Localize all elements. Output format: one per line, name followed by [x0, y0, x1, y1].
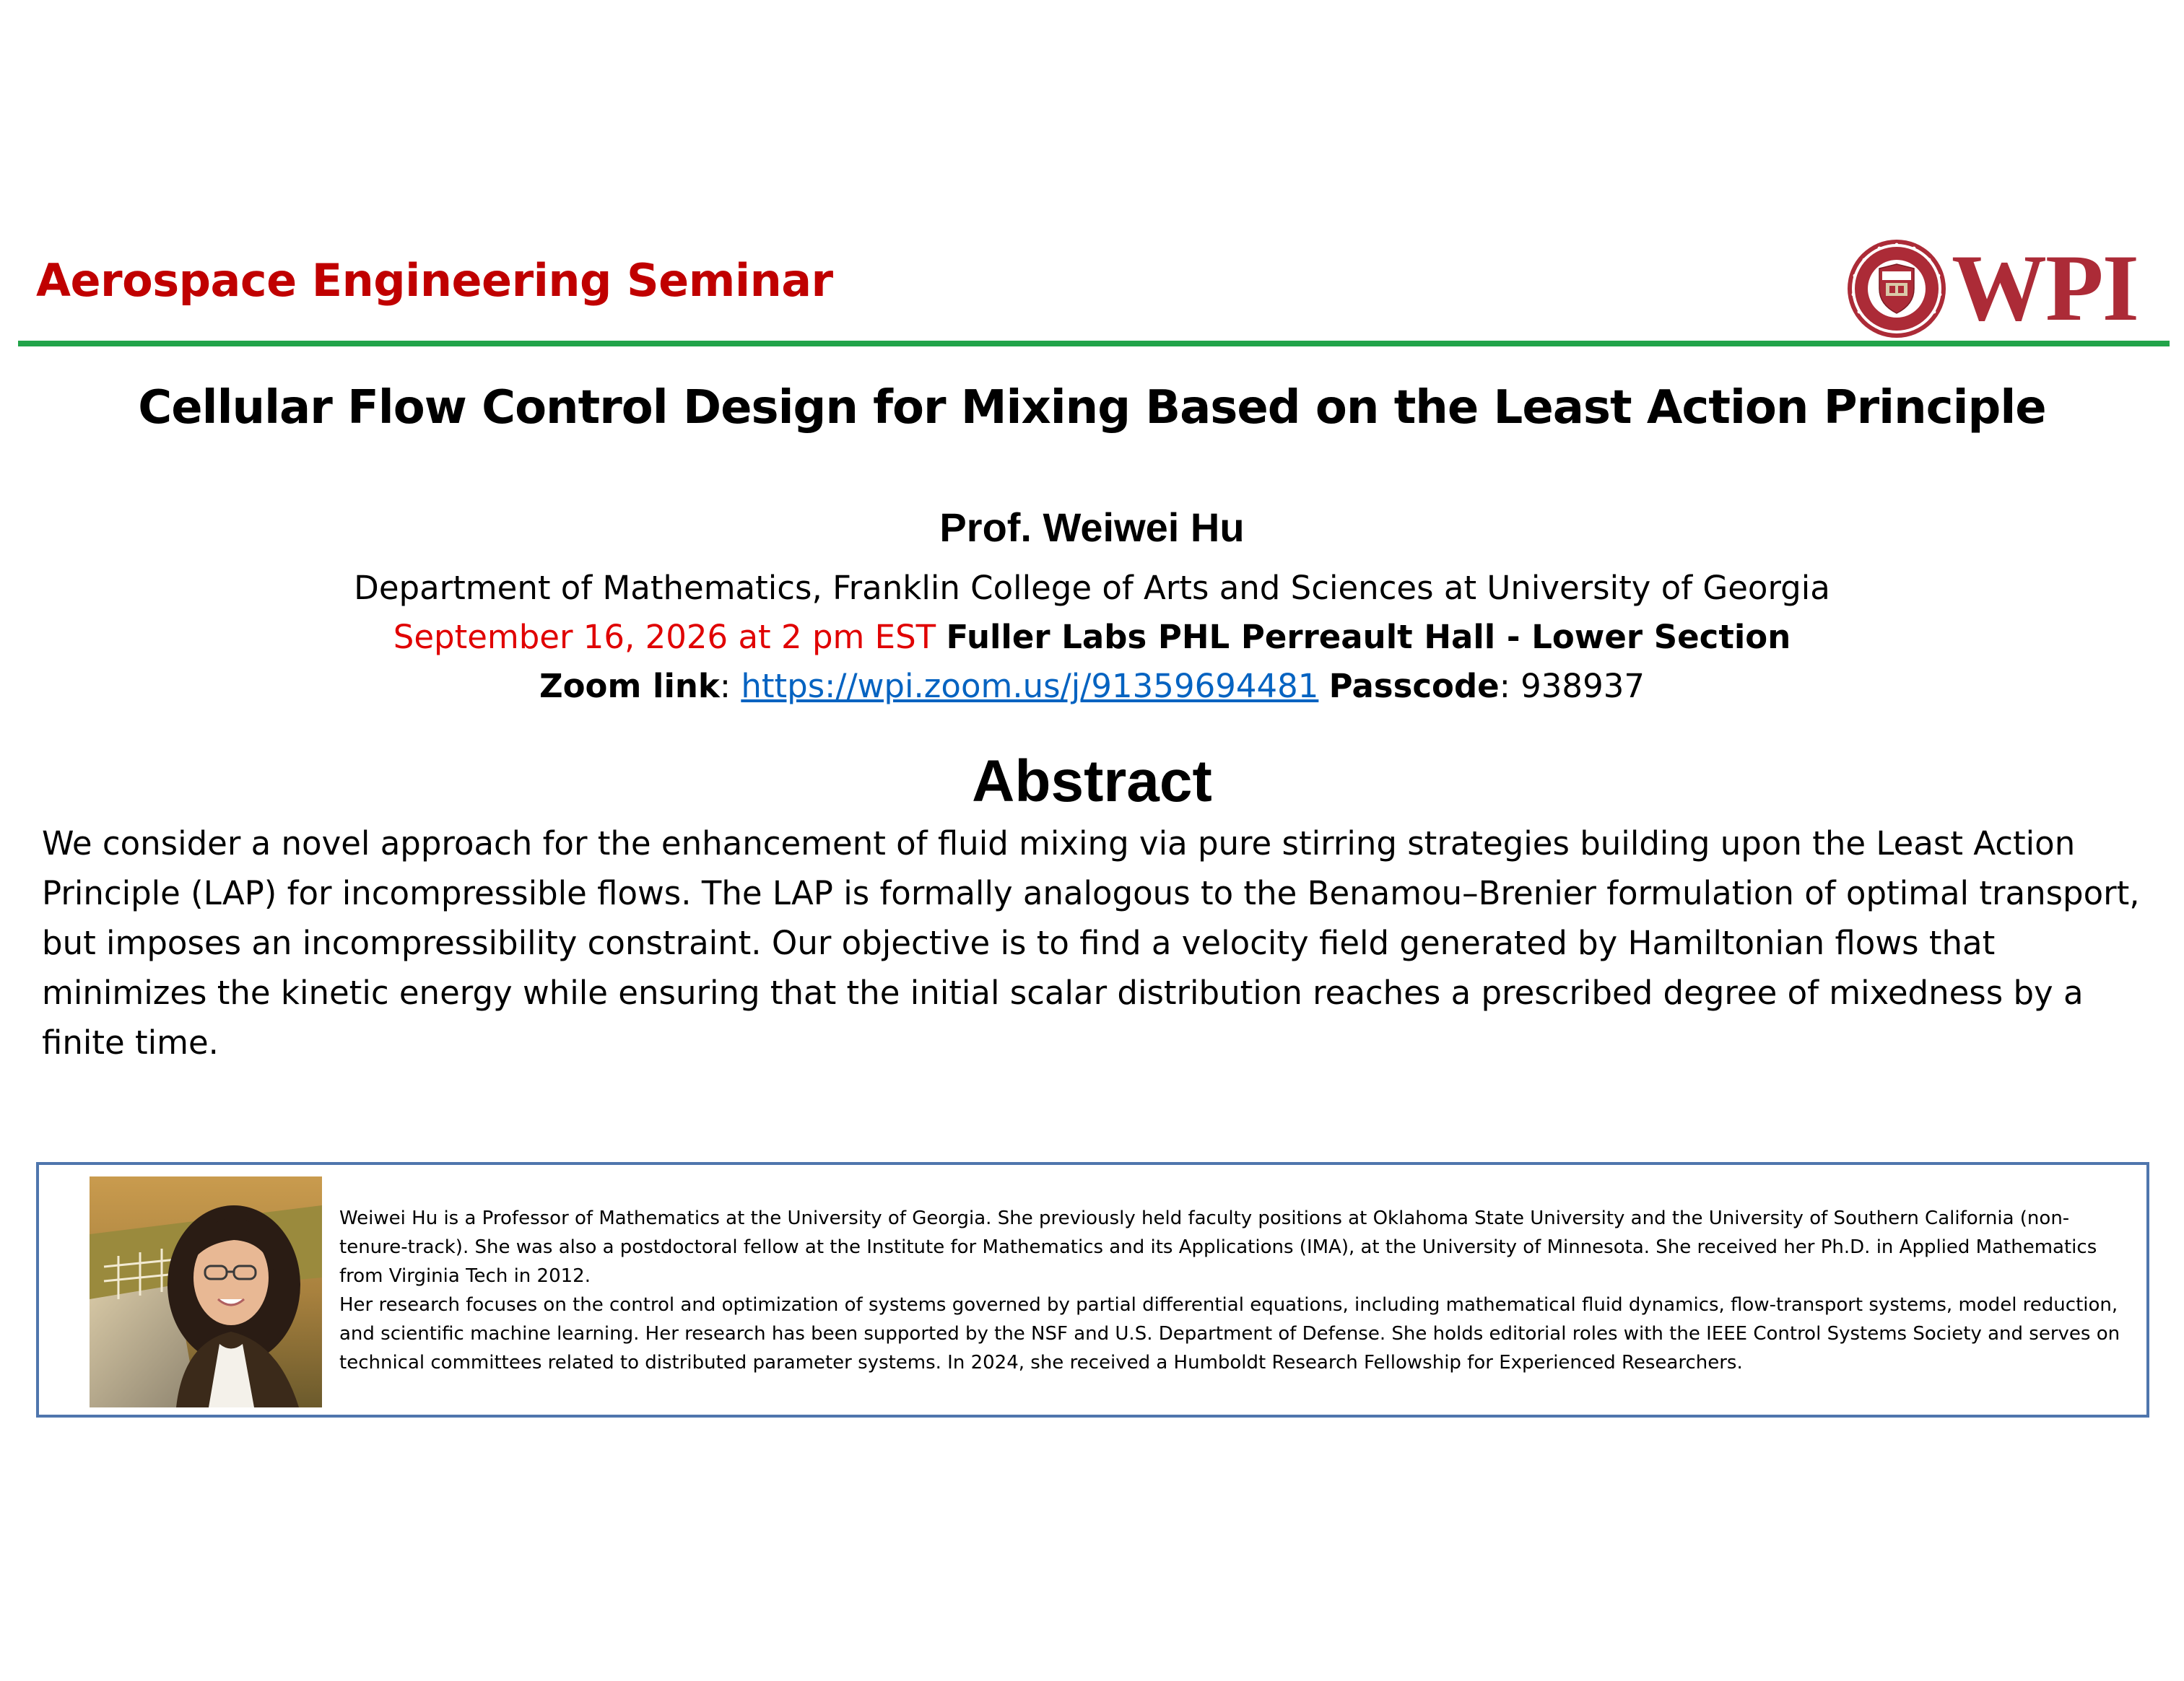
event-location: Fuller Labs PHL Perreault Hall - Lower Section [946, 618, 1791, 656]
passcode-label: Passcode [1328, 667, 1500, 705]
seminar-series-title: Aerospace Engineering Seminar [36, 254, 833, 307]
abstract-heading: Abstract [972, 748, 1212, 814]
wpi-wordmark: WPI [1952, 235, 2138, 341]
speaker-name: Prof. Weiwei Hu [939, 505, 1245, 550]
speaker-photo [90, 1176, 322, 1407]
zoom-details: Zoom link: https://wpi.zoom.us/j/91359694481 Passcode: 938937 [539, 667, 1645, 705]
speaker-bio-panel [36, 1162, 2149, 1418]
zoom-link[interactable]: https://wpi.zoom.us/j/91359694481 [741, 667, 1319, 705]
wpi-seal-icon [1846, 238, 1947, 339]
speaker-affiliation: Department of Mathematics, Franklin College of Arts and Sciences at University of Georgia [354, 569, 1830, 607]
talk-title: Cellular Flow Control Design for Mixing Based on the Least Action Principle [138, 381, 2046, 435]
bio-paragraph-1: Weiwei Hu is a Professor of Mathematics at the University of Georgia. She previously held faculty positions at Oklahoma State University and the University of Southern California (non-tenure-track). She was also a postdoctoral fellow at the Institute for Mathematics and its Applications (IMA), at the University of Minnesota. She received her Ph.D. in Applied Mathematics from Virginia Tech in 2012. [339, 1208, 2097, 1287]
passcode-value: 938937 [1520, 667, 1645, 705]
header-divider [18, 341, 2170, 346]
zoom-label: Zoom link [539, 667, 720, 705]
bio-paragraph-2: Her research focuses on the control and optimization of systems governed by partial differential equations, including mathematical fluid dynamics, flow-transport systems, model reduction, and scientific machine learning. Her research has been supported by the NSF and U.S. Department of Defense. She holds editorial roles with the IEEE Control Systems Society and serves on technical committees related to distributed parameter systems. In 2024, she received a Humboldt Research Fellowship for Experienced Researchers. [339, 1294, 2120, 1374]
speaker-bio-text [339, 1204, 2130, 1377]
wpi-logo [1845, 235, 2173, 343]
abstract-body: We consider a novel approach for the enhancement of fluid mixing via pure stirring strategies building upon the Least Action Principle (LAP) for incompressible flows. The LAP is formally analogous to the Benamou–Brenier formulation of optimal transport, but imposes an incompressibility constraint. Our objective is to find a velocity field generated by Hamiltonian flows that minimizes the kinetic energy while ensuring that the initial scalar distribution reaches a prescribed degree of mixedness by a finite time. [42, 824, 2140, 1062]
event-datetime: September 16, 2026 at 2 pm EST [393, 618, 936, 656]
event-time-location [0, 618, 2184, 656]
